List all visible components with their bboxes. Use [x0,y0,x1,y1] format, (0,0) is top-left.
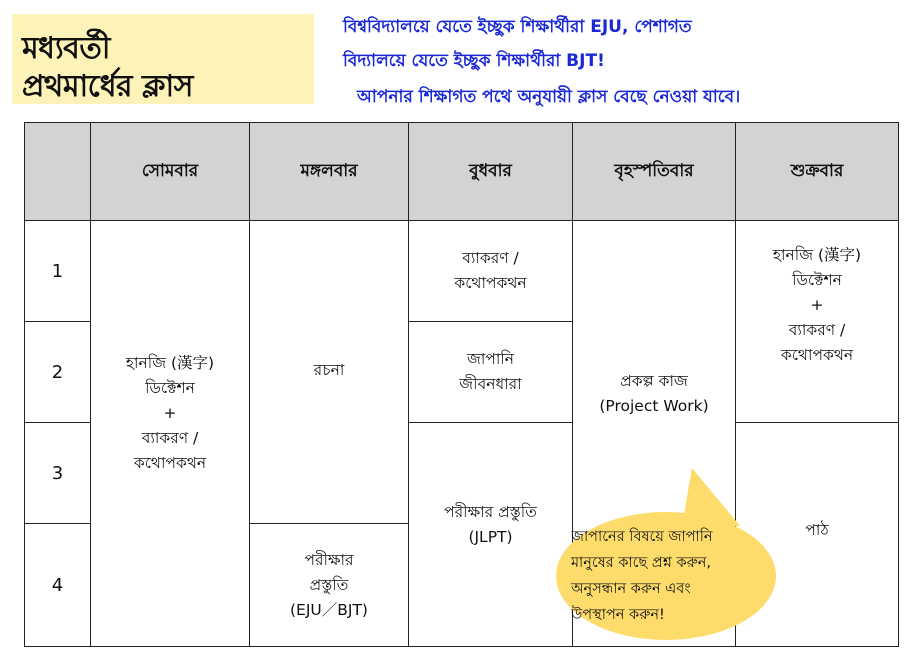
monday-line: + [163,404,177,422]
header-day-monday: সোমবার [91,123,250,221]
bubble-line: মানুষের কাছে প্রশ্ন করুন, [571,555,711,571]
wednesday-p2-line: জীবনধারা [459,375,522,393]
tuesday-p4-line: প্রস্তুতি [309,575,349,594]
tuesday-line: রচনা [313,360,345,379]
friday-p12-line: কথোপকথন [780,346,854,364]
header-day-thursday: বৃহস্পতিবার [573,123,736,221]
page-title-line-1: মধ্যবর্তী [22,31,110,66]
title-box [12,14,314,104]
friday-p12-line: হানজি (漢字) [772,246,862,264]
tuesday-cell [250,221,409,524]
monday-line: হানজি (漢字) [125,354,215,372]
wednesday-p34-line: (JLPT) [468,527,513,546]
wednesday-p1-line: কথোপকথন [454,274,527,292]
wednesday-period-3-4 [409,423,573,647]
thursday-line: প্রকল্প কাজ [620,371,688,390]
bubble-line: জাপানের বিষয়ে জাপানি [571,529,713,545]
wednesday-p2-line: জাপানি [466,350,515,368]
friday-p12-line: + [810,296,824,314]
header-day-friday: শুক্রবার [736,123,899,221]
header-day-tuesday: মঙ্গলবার [250,123,409,221]
thursday-line: (Project Work) [599,396,709,415]
tuesday-p4-line: পরীক্ষার [304,550,354,569]
bubble-line: উপস্থাপন করুন! [571,607,665,623]
period-row-1 [25,221,899,322]
period-number-1: 1 [25,221,91,322]
header-row [25,123,899,221]
intro-line-2: বিদ্যালয়ে যেতে ইচ্ছুক শিক্ষার্থীরা BJT! [343,51,605,71]
wednesday-p1-line: ব্যাকরণ / [462,249,519,267]
wednesday-period-1 [409,221,573,322]
monday-line: ব্যাকরণ / [141,429,199,447]
intro-line-1: বিশ্ববিদ্যালয়ে যেতে ইচ্ছুক শিক্ষার্থীরা EJU, পেশাগত [343,17,692,37]
speech-bubble-text [571,524,771,628]
intro-line-3: আপনার শিক্ষাগত পথে অনুযায়ী ক্লাস বেছে নেওয়া যাবে। [357,87,741,107]
tuesday-p4-line: (EJU／BJT) [290,600,368,619]
header-corner [25,123,91,221]
monday-line: কথোপকথন [133,454,207,472]
wednesday-period-2 [409,322,573,423]
friday-p12-line: ব্যাকরণ / [788,321,846,339]
period-number-3: 3 [25,423,91,524]
monday-cell [91,221,250,647]
tuesday-period-4 [250,524,409,647]
monday-line: ডিক্টেশন [145,379,195,397]
friday-period-1-2 [736,221,899,423]
friday-p34-line: পাঠ [805,521,829,539]
page-title-line-2: প্রথমার্ধের ক্লাস [22,69,193,104]
period-number-2: 2 [25,322,91,423]
bubble-line: অনুসন্ধান করুন এবং [571,581,691,597]
wednesday-p34-line: পরীক্ষার প্রস্তুতি [444,502,537,521]
period-number-4: 4 [25,524,91,647]
header-day-wednesday: বুধবার [409,123,573,221]
friday-p12-line: ডিক্টেশন [792,271,842,289]
